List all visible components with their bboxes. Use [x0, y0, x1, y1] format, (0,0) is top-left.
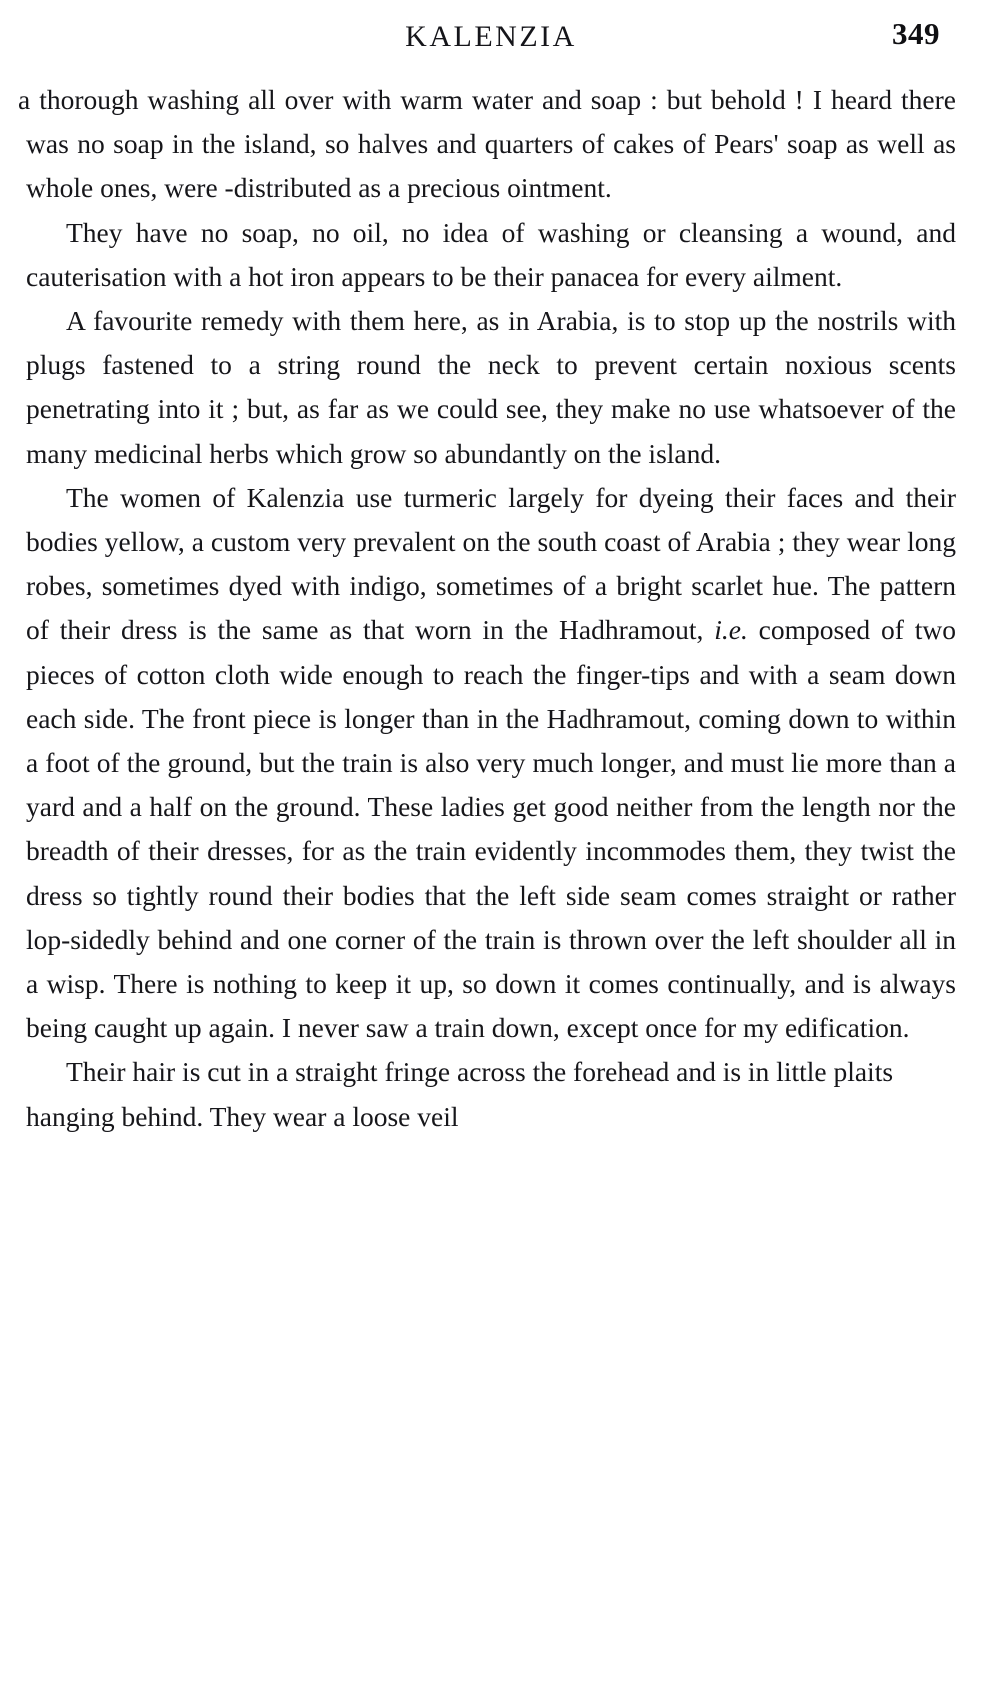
- paragraph-part: The women of Kalenzia use turmeric largely for dyeing their faces and their bodies yellow, a custom very prevalent on the south coast of Arabia ; they wear long robes, sometimes dyed with indigo, sometimes of a bright scarlet hue. The pattern of their dress is the same as that worn in the Hadhramout,: [26, 481, 956, 646]
- page-title: KALENZIA: [405, 20, 577, 53]
- paragraph-part: composed of two pieces of cotton cloth wide enough to reach the finger-tips and with a seam down each side. The front piece is longer than in the Hadhramout, coming down to within a foot of the ground, but the train is also very much longer, and must lie more than a yard and a half on the ground. These ladies get good neither from the length nor the breadth of their dresses, for as the train evidently incommodes them, they twist the dress so tightly round their bodies that the left side seam comes straight or rather lop-sidedly behind and one corner of the train is thrown over the left shoulder all in a wisp. There is nothing to keep it up, so down it comes continually, and is always being caught up again. I never saw a train down, except once for my edification.: [26, 614, 956, 1044]
- italic-abbreviation: i.e.: [714, 614, 748, 646]
- page-number: 349: [892, 16, 940, 51]
- paragraph: A favourite remedy with them here, as in Arabia, is to stop up the nostrils with plugs fastened to a string round the neck to prevent certain noxious scents penetrating into it ; but, as far as we could see, they make no use whatsoever of the many medicinal herbs which grow so abundantly on the island.: [26, 305, 956, 469]
- paragraph: Their hair is cut in a straight fringe across the forehead and is in little plaits hanging behind. They wear a loose veil: [26, 1056, 894, 1132]
- paragraph: They have no soap, no oil, no idea of washing or cleansing a wound, and cauterisation with a hot iron appears to be their panacea for every ailment.: [26, 216, 956, 292]
- paragraph: a thorough washing all over with warm water and soap : but behold ! I heard there was no soap in the island, so halves and quarters of cakes of Pears' soap as well as whole ones, were -distributed as a precious ointment.: [18, 84, 956, 204]
- running-head: [26, 14, 956, 72]
- body-text: [18, 78, 956, 1139]
- paragraph: [26, 476, 956, 1051]
